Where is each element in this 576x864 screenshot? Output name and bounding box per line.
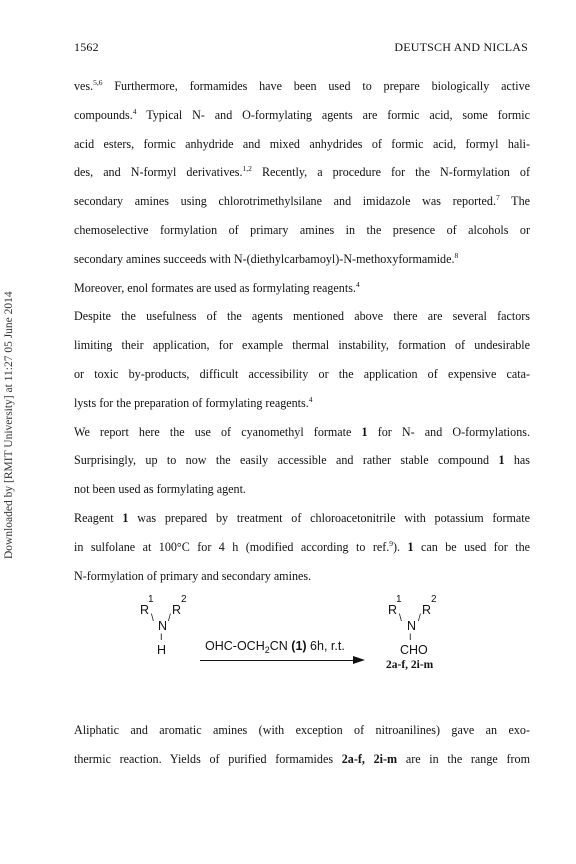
body-text-continued <box>74 716 530 774</box>
text-line: thermic reaction. Yields of purified formamides 2a-f, 2i-m are in the range from <box>74 751 530 766</box>
running-head: DEUTSCH AND NICLAS <box>394 40 528 54</box>
reactant-bond-right: / <box>168 613 171 624</box>
text-line: compounds.$^4$ Typical N- and O-formylating agents are formic acid, some formic <box>74 106 530 122</box>
reaction-arrowhead <box>353 656 365 664</box>
text-line: N-formylation of primary and secondary amines. <box>74 568 312 583</box>
text-line: des, and N-formyl derivatives.$^{1,2}$ Recently, a procedure for the N-formylation of <box>74 164 530 180</box>
reactant-r2: $R^2$ <box>172 594 187 617</box>
text-line: Surprisingly, up to now the easily accessible and rather stable compound 1 has <box>74 453 530 468</box>
text-line: not been used as formylating agent. <box>74 482 246 497</box>
text-line: Reagent 1 was prepared by treatment of chloroacetonitrile with potassium formate <box>74 510 530 525</box>
paragraph-intro <box>74 72 530 302</box>
text-line: in sulfolane at 100°C for 4 h (modified according to ref.$^9$). 1 can be used for the <box>74 538 530 554</box>
product-r1: $R^1$ <box>388 594 402 617</box>
product-bond-down: I <box>409 632 412 642</box>
download-watermark: Downloaded by [RMIT University] at 11:27 05 June 2014 <box>3 291 15 559</box>
product-r2: $R^2$ <box>422 594 437 617</box>
text-line: acid esters, formic anhydride and mixed anhydrides of formic acid, formyl hali- <box>74 136 530 151</box>
text-line: or toxic by-products, difficult accessibility or the application of expensive cata- <box>74 366 530 381</box>
text-line: secondary amines using chlorotrimethylsilane and imidazole was reported.$^7$ The <box>74 193 530 209</box>
text-line: limiting their application, for example thermal instability, formation of undesirable <box>74 338 530 353</box>
reactant-hydrogen: H <box>157 643 167 657</box>
product-formyl: CHO <box>400 643 428 657</box>
reactant-r1: $R^1$ <box>140 594 154 617</box>
body-text <box>74 72 530 590</box>
text-line: Despite the usefulness of the agents mentioned above there are several factors <box>74 309 530 324</box>
product-nitrogen: N <box>407 619 417 633</box>
text-line: ves.$^{5,6}$ Furthermore, formamides have been used to prepare biologically active <box>74 78 530 93</box>
page-number: 1562 <box>74 40 99 54</box>
reagent-label: OHC-$OCH_2CN$ (1) 6h, r.t. <box>205 639 345 655</box>
reactant-nitrogen: N <box>158 619 168 633</box>
text-line: chemoselective formylation of primary amines in the presence of alcohols or <box>74 222 530 237</box>
text-line: Aliphatic and aromatic amines (with exception of nitroanilines) gave an exo- <box>74 723 530 737</box>
reaction-scheme <box>0 594 576 701</box>
product-label: 2a-f, 2i-m <box>386 659 434 671</box>
reactant-bond-down: I <box>160 632 163 642</box>
product-bond-right: / <box>418 613 421 624</box>
reaction-arrow <box>200 660 355 661</box>
reactant-bond-left: \ <box>151 613 154 624</box>
text-line: We report here the use of cyanomethyl formate 1 for N- and O-formylations. <box>74 424 530 439</box>
product-bond-left: \ <box>399 613 402 624</box>
text-line: lysts for the preparation of formylating reagents.$^4$ <box>74 394 313 410</box>
text-line: Moreover, enol formates are used as formylating reagents.$^4$ <box>74 279 360 295</box>
text-line: secondary amines succeeds with N-(diethylcarbamoyl)-N-methoxyformamide.$^8$ <box>74 250 459 266</box>
